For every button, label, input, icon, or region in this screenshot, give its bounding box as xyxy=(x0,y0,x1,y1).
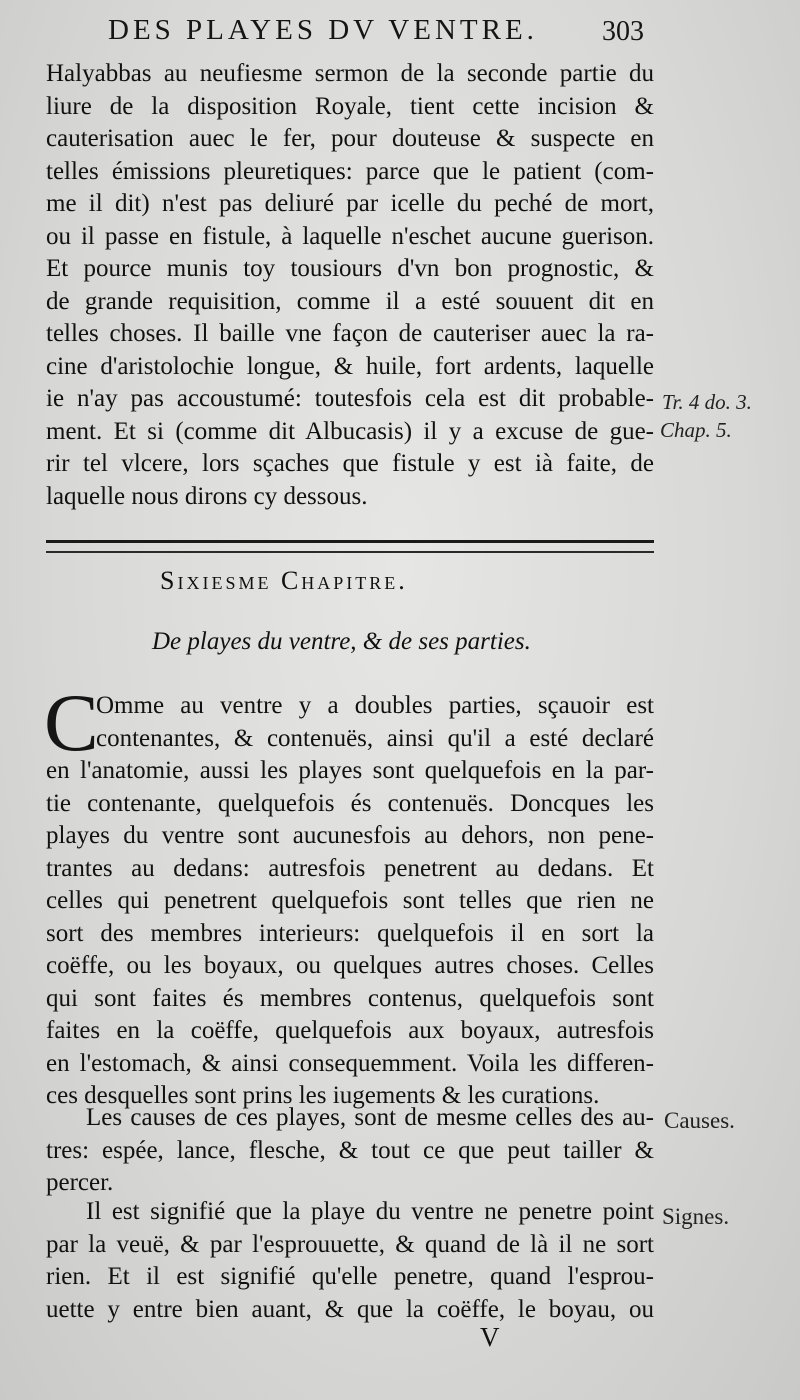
paragraph-3 xyxy=(46,1102,654,1200)
page-number: 303 xyxy=(602,16,644,47)
text-line: telles émissions pleuretiques: parce que le patient (com- xyxy=(46,157,654,185)
text-line: ou il passe en fistule, à laquelle n'eschet aucune guerison. xyxy=(46,222,654,250)
text-line: laquelle nous dirons cy dessous. xyxy=(46,482,368,510)
margin-note-signes: Signes. xyxy=(662,1204,730,1229)
running-head: DES PLAYES DV VENTRE. xyxy=(108,14,538,46)
margin-note-chapter: Chap. 5. xyxy=(660,418,732,442)
text-line: trantes au dedans: autresfois penetrent au dedans. Et xyxy=(46,854,654,882)
text-line: Et pource munis toy tousiours d'vn bon prognostic, & xyxy=(46,255,654,282)
text-line: qui sont faites és membres contenus, quelquefois sont xyxy=(46,984,654,1012)
text-line: me il dit) n'est pas deliuré par icelle du peché de mort, xyxy=(46,190,654,217)
text-line: Omme au ventre y a doubles parties, sçauoir est xyxy=(96,692,654,719)
text-line: par la veuë, & par l'esprouuette, & quand de là il ne sort xyxy=(46,1230,654,1258)
drop-cap: C xyxy=(44,677,99,768)
text-line: rir tel vlcere, lors sçaches que fistule y est ià faite, de xyxy=(46,450,654,477)
text-line: Les causes de ces playes, sont de mesme celles des au- xyxy=(86,1104,654,1131)
text-line: coëffe, ou les boyaux, ou quelques autres choses. Celles xyxy=(46,952,654,979)
text-line: faites en la coëffe, quelquefois aux boyaux, autresfois xyxy=(46,1017,654,1044)
text-line: tres: espée, lance, flesche, & tout ce que peut tailler & xyxy=(46,1136,654,1164)
text-line: ces desquelles sont prins les iugements & les curations. xyxy=(46,1082,600,1109)
text-line: Il est signifié que la playe du ventre ne penetre point xyxy=(86,1198,654,1225)
text-line: cauterisation auec le fer, pour douteuse & suspecte en xyxy=(46,125,654,152)
section-divider xyxy=(46,540,654,553)
text-line: telles choses. Il baille vne façon de cauteriser auec la ra- xyxy=(46,320,654,347)
text-line: uette y entre bien auant, & que la coëffe, le boyau, ou xyxy=(46,1295,654,1323)
paragraph-4 xyxy=(46,1196,654,1326)
text-line: cine d'aristolochie longue, & huile, fort ardents, laquelle xyxy=(46,352,654,380)
text-line: en l'anatomie, aussi les playes sont quelquefois en la par- xyxy=(46,757,654,784)
text-line: percer. xyxy=(46,1169,114,1196)
text-line: contenantes, & contenuës, ainsi qu'il a esté declaré xyxy=(96,724,654,752)
text-line: Halyabbas au neufiesme sermon de la seconde partie du xyxy=(46,60,654,87)
text-line: sort des membres interieurs: quelquefois il en sort la xyxy=(46,919,654,947)
text-line: ie n'ay pas accoustumé: toutesfois cela est dit probable- xyxy=(46,385,654,412)
margin-note-reference: Tr. 4 do. 3. xyxy=(662,390,752,414)
text-line: tie contenante, quelquefois és contenuës. Doncques les xyxy=(46,789,654,817)
text-line: en l'estomach, & ainsi consequemment. Voila les differen- xyxy=(46,1049,654,1077)
text-line: liure de la disposition Royale, tient cette incision & xyxy=(46,92,654,120)
signature-mark: V xyxy=(480,1322,502,1352)
text-line: ment. Et si (comme dit Albucasis) il y a excuse de gue- xyxy=(46,417,654,445)
text-line: de grande requisition, comme il a esté souuent dit en xyxy=(46,287,654,315)
text-line: celles qui penetrent quelquefois sont telles que rien ne xyxy=(46,887,654,914)
chapter-title: Sixiesme Chapitre. xyxy=(160,566,408,595)
paragraph-2 xyxy=(46,690,654,1113)
margin-note-causes: Causes. xyxy=(664,1108,735,1133)
text-line: rien. Et il est signifié qu'elle penetre, quand l'esprou- xyxy=(46,1263,654,1290)
text-line: playes du ventre sont aucunesfois au dehors, non pene- xyxy=(46,822,654,849)
chapter-subtitle: De playes du ventre, & de ses parties. xyxy=(152,628,531,655)
paragraph-1 xyxy=(46,58,654,513)
